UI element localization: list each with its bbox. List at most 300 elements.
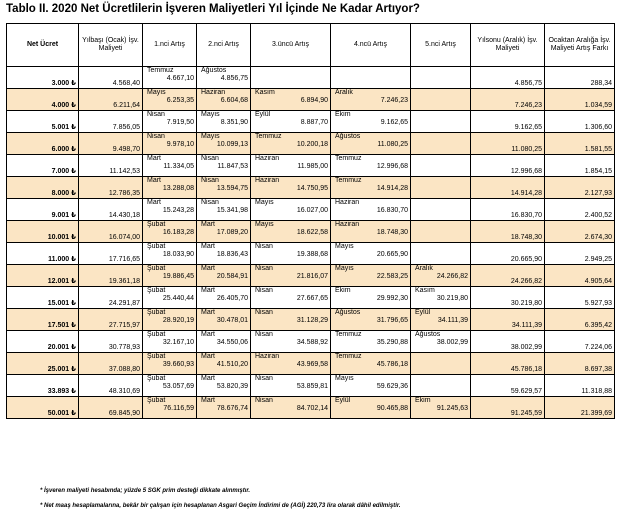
- increase-cost-value: 78.676,74: [216, 405, 248, 412]
- increase-5-cell: [411, 287, 471, 309]
- table-row: [7, 309, 615, 331]
- increase-month: Mayıs: [335, 375, 354, 382]
- increase-month: Mart: [201, 331, 215, 338]
- increase-cost-value: 20.665,90: [376, 251, 408, 258]
- increase-3-cell: [251, 287, 331, 309]
- increase-month: Mart: [147, 199, 161, 206]
- december-cost-cell: 18.748,30: [471, 221, 545, 243]
- increase-month: Temmuz: [335, 155, 362, 162]
- increase-cost-value: 13.594,75: [216, 185, 248, 192]
- increase-cost-value: 18.033,90: [162, 251, 194, 258]
- increase-month: Temmuz: [147, 67, 174, 74]
- cost-difference-cell: 4.905,64: [545, 265, 615, 287]
- increase-month: Nisan: [255, 331, 273, 338]
- increase-month: Mayıs: [335, 265, 354, 272]
- header-yilsonu: Yılsonu (Aralık) İşv. Maliyeti: [471, 24, 545, 67]
- increase-5-cell: [411, 133, 471, 155]
- december-cost-cell: 7.246,23: [471, 89, 545, 111]
- increase-1-cell: [143, 309, 197, 331]
- january-cost-cell: 12.786,35: [79, 177, 143, 199]
- increase-5-cell: [411, 397, 471, 419]
- january-cost-cell: 17.716,65: [79, 243, 143, 265]
- increase-month: Şubat: [147, 287, 166, 294]
- increase-4-cell: [331, 133, 411, 155]
- cost-difference-cell: 1.581,55: [545, 133, 615, 155]
- increase-cost-value: 76.116,59: [163, 405, 194, 412]
- increase-month: Ağustos: [415, 331, 441, 338]
- increase-cost-value: 17.089,20: [216, 229, 248, 236]
- increase-month: Haziran: [201, 89, 226, 96]
- table-row: [7, 375, 615, 397]
- increase-cost-value: 4.667,10: [166, 75, 194, 82]
- increase-5-cell: [411, 199, 471, 221]
- increase-month: Mart: [201, 309, 215, 316]
- increase-cost-value: 34.111,39: [437, 317, 468, 324]
- increase-2-cell: [197, 155, 251, 177]
- increase-month: Nisan: [255, 397, 273, 404]
- january-cost-cell: 6.211,64: [79, 89, 143, 111]
- increase-month: Mart: [147, 177, 161, 184]
- january-cost-cell: 27.715,97: [79, 309, 143, 331]
- net-salary-cell: 25.001 ₺: [7, 353, 79, 375]
- table-row: [7, 89, 615, 111]
- increase-2-cell: [197, 133, 251, 155]
- increase-month: Nisan: [201, 199, 219, 206]
- increase-month: Şubat: [147, 397, 166, 404]
- december-cost-cell: 24.266,82: [471, 265, 545, 287]
- increase-1-cell: [143, 331, 197, 353]
- table-row: [7, 221, 615, 243]
- increase-3-cell: [251, 133, 331, 155]
- increase-cost-value: 13.288,08: [162, 185, 194, 192]
- increase-month: Şubat: [147, 243, 166, 250]
- table-row: [7, 353, 615, 375]
- increase-month: Mart: [201, 397, 215, 404]
- increase-4-cell: [331, 265, 411, 287]
- increase-1-cell: [143, 89, 197, 111]
- net-salary-cell: 8.000 ₺: [7, 177, 79, 199]
- increase-3-cell: [251, 221, 331, 243]
- increase-cost-value: 6.894,90: [300, 97, 328, 104]
- increase-month: Şubat: [147, 309, 166, 316]
- increase-cost-value: 20.584,91: [216, 273, 248, 280]
- increase-5-cell: [411, 375, 471, 397]
- increase-cost-value: 39.660,93: [162, 361, 194, 368]
- increase-month: Nisan: [255, 265, 273, 272]
- december-cost-cell: 4.856,75: [471, 67, 545, 89]
- increase-month: Haziran: [255, 353, 280, 360]
- increase-4-cell: [331, 67, 411, 89]
- increase-2-cell: [197, 199, 251, 221]
- net-salary-cell: 4.000 ₺: [7, 89, 79, 111]
- increase-1-cell: [143, 133, 197, 155]
- cost-difference-cell: 7.224,06: [545, 331, 615, 353]
- cost-difference-cell: 1.306,60: [545, 111, 615, 133]
- net-salary-cell: 33.893 ₺: [7, 375, 79, 397]
- header-artis-5: 5.nci Artış: [411, 24, 471, 67]
- increase-cost-value: 30.478,01: [216, 317, 248, 324]
- increase-3-cell: [251, 243, 331, 265]
- increase-month: Ağustos: [335, 309, 361, 316]
- cost-difference-cell: 1.034,59: [545, 89, 615, 111]
- increase-month: Mart: [147, 155, 161, 162]
- increase-5-cell: [411, 309, 471, 331]
- increase-month: Mart: [201, 265, 215, 272]
- increase-cost-value: 53.859,81: [296, 383, 328, 390]
- increase-month: Şubat: [147, 265, 166, 272]
- table-row: [7, 199, 615, 221]
- increase-cost-value: 18.622,58: [296, 229, 328, 236]
- january-cost-cell: 69.845,90: [79, 397, 143, 419]
- increase-cost-value: 9.162,65: [380, 119, 408, 126]
- net-salary-cell: 3.000 ₺: [7, 67, 79, 89]
- header-artis-2: 2.nci Artış: [197, 24, 251, 67]
- increase-2-cell: [197, 287, 251, 309]
- increase-month: Şubat: [147, 221, 166, 228]
- increase-month: Mayıs: [201, 133, 220, 140]
- increase-month: Ekim: [335, 287, 351, 294]
- increase-2-cell: [197, 111, 251, 133]
- net-salary-cell: 17.501 ₺: [7, 309, 79, 331]
- increase-3-cell: [251, 375, 331, 397]
- increase-4-cell: [331, 375, 411, 397]
- increase-2-cell: [197, 331, 251, 353]
- increase-cost-value: 11.080,25: [377, 141, 408, 148]
- table-row: [7, 331, 615, 353]
- increase-month: Eylül: [335, 397, 351, 404]
- cost-difference-cell: 2.949,25: [545, 243, 615, 265]
- increase-2-cell: [197, 89, 251, 111]
- net-salary-cell: 15.001 ₺: [7, 287, 79, 309]
- increase-month: Temmuz: [335, 353, 362, 360]
- table-row: [7, 155, 615, 177]
- increase-1-cell: [143, 287, 197, 309]
- increase-cost-value: 11.847,53: [217, 163, 248, 170]
- footnote-2: * Net maaş hesaplamalarına, bekâr bir çalışan için hesaplanan Asgari Geçim İndirimi de (AGİ) 220,73 lira olarak dâhil edilmiştir.: [40, 503, 401, 509]
- increase-month: Mart: [201, 221, 215, 228]
- increase-cost-value: 18.748,30: [376, 229, 408, 236]
- increase-2-cell: [197, 243, 251, 265]
- table-row: [7, 133, 615, 155]
- net-salary-cell: 50.001 ₺: [7, 397, 79, 419]
- increase-3-cell: [251, 309, 331, 331]
- increase-month: Aralık: [415, 265, 433, 272]
- increase-cost-value: 15.243,28: [162, 207, 194, 214]
- increase-4-cell: [331, 331, 411, 353]
- increase-3-cell: [251, 397, 331, 419]
- increase-cost-value: 19.388,68: [296, 251, 328, 258]
- increase-month: Şubat: [147, 375, 166, 382]
- increase-2-cell: [197, 67, 251, 89]
- december-cost-cell: 11.080,25: [471, 133, 545, 155]
- increase-month: Temmuz: [255, 133, 282, 140]
- header-net-ucret: Net Ücret: [7, 24, 79, 67]
- increase-4-cell: [331, 243, 411, 265]
- increase-3-cell: [251, 265, 331, 287]
- increase-month: Mart: [201, 375, 215, 382]
- increase-month: Nisan: [201, 155, 219, 162]
- december-cost-cell: 14.914,28: [471, 177, 545, 199]
- net-salary-cell: 7.000 ₺: [7, 155, 79, 177]
- cost-difference-cell: 11.318,88: [545, 375, 615, 397]
- increase-cost-value: 27.667,65: [296, 295, 328, 302]
- increase-cost-value: 7.246,23: [380, 97, 408, 104]
- december-cost-cell: 12.996,68: [471, 155, 545, 177]
- increase-cost-value: 91.245,63: [436, 405, 468, 412]
- increase-4-cell: [331, 221, 411, 243]
- cost-difference-cell: 8.697,38: [545, 353, 615, 375]
- increase-cost-value: 34.588,92: [296, 339, 328, 346]
- increase-2-cell: [197, 221, 251, 243]
- january-cost-cell: 7.856,05: [79, 111, 143, 133]
- january-cost-cell: 4.568,40: [79, 67, 143, 89]
- increase-cost-value: 90.465,88: [376, 405, 408, 412]
- table-row: [7, 111, 615, 133]
- increase-3-cell: [251, 177, 331, 199]
- increase-month: Eylül: [255, 111, 271, 118]
- increase-5-cell: [411, 155, 471, 177]
- january-cost-cell: 11.142,53: [79, 155, 143, 177]
- increase-4-cell: [331, 309, 411, 331]
- increase-cost-value: 18.836,43: [216, 251, 248, 258]
- increase-cost-value: 32.167,10: [162, 339, 194, 346]
- cost-difference-cell: 2.674,30: [545, 221, 615, 243]
- increase-cost-value: 29.992,30: [376, 295, 408, 302]
- increase-cost-value: 6.253,35: [166, 97, 194, 104]
- net-salary-cell: 20.001 ₺: [7, 331, 79, 353]
- increase-cost-value: 10.099,13: [216, 141, 248, 148]
- increase-month: Mayıs: [201, 111, 220, 118]
- increase-1-cell: [143, 353, 197, 375]
- increase-cost-value: 31.128,29: [296, 317, 328, 324]
- increase-month: Ağustos: [335, 133, 361, 140]
- increase-1-cell: [143, 67, 197, 89]
- december-cost-cell: 59.629,57: [471, 375, 545, 397]
- january-cost-cell: 14.430,18: [79, 199, 143, 221]
- header-artis-4: 4.ncü Artış: [331, 24, 411, 67]
- increase-cost-value: 9.978,10: [166, 141, 194, 148]
- increase-month: Mayıs: [255, 221, 274, 228]
- cost-difference-cell: 6.395,42: [545, 309, 615, 331]
- increase-month: Nisan: [255, 309, 273, 316]
- increase-month: Nisan: [255, 287, 273, 294]
- increase-month: Haziran: [255, 155, 280, 162]
- increase-5-cell: [411, 221, 471, 243]
- increase-month: Mayıs: [255, 199, 274, 206]
- increase-cost-value: 16.830,70: [376, 207, 408, 214]
- increase-2-cell: [197, 397, 251, 419]
- increase-month: Aralık: [335, 89, 353, 96]
- increase-cost-value: 45.786,18: [376, 361, 408, 368]
- increase-month: Şubat: [147, 353, 166, 360]
- table-body: [7, 67, 615, 419]
- increase-month: Temmuz: [335, 331, 362, 338]
- increase-2-cell: [197, 375, 251, 397]
- increase-month: Ekim: [415, 397, 431, 404]
- increase-month: Ağustos: [201, 67, 227, 74]
- increase-cost-value: 6.604,68: [220, 97, 248, 104]
- increase-cost-value: 4.856,75: [220, 75, 248, 82]
- net-salary-cell: 9.001 ₺: [7, 199, 79, 221]
- increase-4-cell: [331, 89, 411, 111]
- increase-month: Nisan: [255, 243, 273, 250]
- december-cost-cell: 38.002,99: [471, 331, 545, 353]
- increase-cost-value: 35.290,88: [376, 339, 408, 346]
- table-row: [7, 265, 615, 287]
- increase-1-cell: [143, 199, 197, 221]
- increase-cost-value: 19.886,45: [162, 273, 194, 280]
- increase-4-cell: [331, 287, 411, 309]
- january-cost-cell: 30.778,93: [79, 331, 143, 353]
- increase-month: Nisan: [147, 111, 165, 118]
- net-salary-cell: 12.001 ₺: [7, 265, 79, 287]
- increase-5-cell: [411, 243, 471, 265]
- increase-cost-value: 22.583,25: [376, 273, 408, 280]
- cost-difference-cell: 2.127,93: [545, 177, 615, 199]
- increase-4-cell: [331, 111, 411, 133]
- increase-3-cell: [251, 67, 331, 89]
- increase-month: Haziran: [335, 221, 360, 228]
- increase-1-cell: [143, 111, 197, 133]
- increase-month: Nisan: [255, 375, 273, 382]
- cost-difference-cell: 288,34: [545, 67, 615, 89]
- increase-cost-value: 7.919,50: [166, 119, 194, 126]
- increase-5-cell: [411, 111, 471, 133]
- increase-month: Haziran: [255, 177, 280, 184]
- increase-cost-value: 24.266,82: [436, 273, 468, 280]
- increase-3-cell: [251, 199, 331, 221]
- increase-1-cell: [143, 397, 197, 419]
- december-cost-cell: 30.219,80: [471, 287, 545, 309]
- december-cost-cell: 20.665,90: [471, 243, 545, 265]
- increase-1-cell: [143, 177, 197, 199]
- increase-month: Nisan: [201, 177, 219, 184]
- december-cost-cell: 9.162,65: [471, 111, 545, 133]
- header-yilbasi: Yılbaşı (Ocak) İşv. Maliyeti: [79, 24, 143, 67]
- cost-difference-cell: 21.399,69: [545, 397, 615, 419]
- increase-month: Haziran: [335, 199, 360, 206]
- increase-cost-value: 16.183,28: [162, 229, 194, 236]
- increase-month: Mayıs: [147, 89, 166, 96]
- increase-cost-value: 25.440,44: [162, 295, 194, 302]
- increase-3-cell: [251, 155, 331, 177]
- header-fark: Ocaktan Aralığa İşv. Maliyeti Artış Farkı: [545, 24, 615, 67]
- december-cost-cell: 16.830,70: [471, 199, 545, 221]
- increase-month: Kasım: [415, 287, 435, 294]
- increase-cost-value: 41.510,20: [216, 361, 248, 368]
- increase-3-cell: [251, 89, 331, 111]
- increase-cost-value: 14.750,95: [296, 185, 328, 192]
- increase-month: Ekim: [335, 111, 351, 118]
- increase-cost-value: 10.200,18: [296, 141, 328, 148]
- increase-cost-value: 31.796,65: [376, 317, 408, 324]
- increase-5-cell: [411, 353, 471, 375]
- increase-month: Mart: [201, 243, 215, 250]
- increase-cost-value: 38.002,99: [436, 339, 468, 346]
- increase-4-cell: [331, 353, 411, 375]
- net-salary-cell: 10.001 ₺: [7, 221, 79, 243]
- increase-cost-value: 11.334,05: [163, 163, 194, 170]
- increase-cost-value: 59.629,36: [376, 383, 408, 390]
- increase-cost-value: 34.550,06: [216, 339, 248, 346]
- net-salary-cell: 11.000 ₺: [7, 243, 79, 265]
- increase-5-cell: [411, 177, 471, 199]
- increase-2-cell: [197, 265, 251, 287]
- increase-5-cell: [411, 89, 471, 111]
- increase-2-cell: [197, 177, 251, 199]
- table-row: [7, 67, 615, 89]
- table-row: [7, 243, 615, 265]
- increase-2-cell: [197, 353, 251, 375]
- net-salary-cell: 6.000 ₺: [7, 133, 79, 155]
- increase-cost-value: 8.887,70: [300, 119, 328, 126]
- cost-difference-cell: 5.927,93: [545, 287, 615, 309]
- increase-month: Temmuz: [335, 177, 362, 184]
- increase-month: Mart: [201, 287, 215, 294]
- increase-cost-value: 53.057,69: [162, 383, 194, 390]
- table-row: [7, 287, 615, 309]
- increase-cost-value: 12.996,68: [376, 163, 408, 170]
- increase-cost-value: 16.027,00: [296, 207, 328, 214]
- increase-4-cell: [331, 397, 411, 419]
- january-cost-cell: 24.291,87: [79, 287, 143, 309]
- increase-cost-value: 30.219,80: [436, 295, 468, 302]
- increase-1-cell: [143, 243, 197, 265]
- increase-month: Şubat: [147, 331, 166, 338]
- increase-month: Kasım: [255, 89, 275, 96]
- increase-5-cell: [411, 265, 471, 287]
- increase-4-cell: [331, 177, 411, 199]
- increase-month: Mart: [201, 353, 215, 360]
- january-cost-cell: 9.498,70: [79, 133, 143, 155]
- table-row: [7, 397, 615, 419]
- header-artis-1: 1.nci Artış: [143, 24, 197, 67]
- january-cost-cell: 19.361,18: [79, 265, 143, 287]
- increase-month: Mayıs: [335, 243, 354, 250]
- increase-5-cell: [411, 331, 471, 353]
- cost-table: [6, 23, 615, 419]
- january-cost-cell: 16.074,00: [79, 221, 143, 243]
- net-salary-cell: 5.001 ₺: [7, 111, 79, 133]
- increase-cost-value: 43.969,58: [296, 361, 328, 368]
- increase-3-cell: [251, 111, 331, 133]
- increase-1-cell: [143, 155, 197, 177]
- increase-cost-value: 8.351,90: [220, 119, 248, 126]
- increase-2-cell: [197, 309, 251, 331]
- january-cost-cell: 48.310,69: [79, 375, 143, 397]
- increase-5-cell: [411, 67, 471, 89]
- increase-month: Nisan: [147, 133, 165, 140]
- january-cost-cell: 37.088,80: [79, 353, 143, 375]
- increase-1-cell: [143, 265, 197, 287]
- increase-cost-value: 14.914,28: [376, 185, 408, 192]
- table-title: Tablo II. 2020 Net Ücretlilerin İşveren Maliyetleri Yıl İçinde Ne Kadar Artıyor?: [6, 3, 420, 15]
- increase-cost-value: 26.405,70: [216, 295, 248, 302]
- footnote-1: * İşveren maliyeti hesabında; yüzde 5 SGK prim desteği dikkate alınmıştır.: [40, 488, 251, 494]
- increase-1-cell: [143, 375, 197, 397]
- increase-1-cell: [143, 221, 197, 243]
- increase-cost-value: 11.985,00: [297, 163, 328, 170]
- increase-cost-value: 53.820,39: [216, 383, 248, 390]
- increase-cost-value: 28.920,19: [162, 317, 194, 324]
- increase-cost-value: 21.816,07: [296, 273, 328, 280]
- increase-cost-value: 15.341,98: [216, 207, 248, 214]
- table-row: [7, 177, 615, 199]
- december-cost-cell: 34.111,39: [471, 309, 545, 331]
- increase-3-cell: [251, 353, 331, 375]
- cost-difference-cell: 2.400,52: [545, 199, 615, 221]
- increase-month: Eylül: [415, 309, 431, 316]
